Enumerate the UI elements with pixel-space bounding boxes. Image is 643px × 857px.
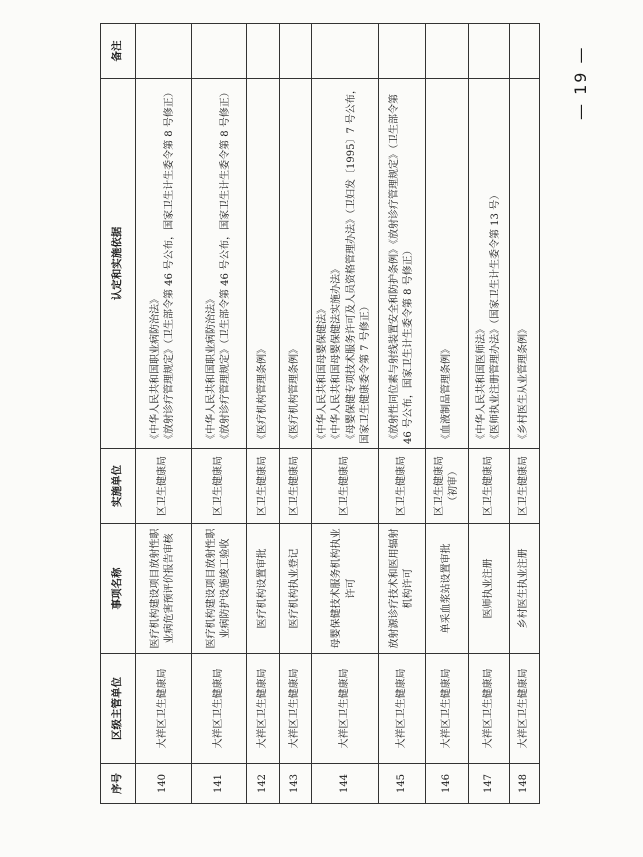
basis-line: 《医疗机构管理条例》 [288, 344, 300, 444]
basis-line: 《放射诊疗管理规定》（卫生部令第 46 号公布，国家卫生计生委令第 8 号修正） [220, 87, 232, 444]
cell-basis [469, 79, 510, 449]
cell-item: 医疗机构设置审批 [247, 524, 279, 654]
cell-item: 单采血浆站设置审批 [426, 524, 469, 654]
cell-unit: 区卫生健康局 [191, 449, 247, 524]
cell-note [136, 24, 192, 79]
header-dept: 区级主管单位 [101, 654, 136, 764]
cell-note [469, 24, 510, 79]
basis-line: 《放射性同位素与射线装置安全和防护条例》《放射诊疗管理规定》（卫生部令第 46 号公布，国家卫生计生委令第 8 号修正） [388, 94, 415, 444]
basis-line: 《中华人民共和国医师法》 [475, 324, 487, 444]
table-header-row [101, 24, 136, 804]
cell-note [247, 24, 279, 79]
rotated-table-wrapper [100, 24, 540, 804]
cell-seq: 142 [247, 764, 279, 804]
table-row [311, 24, 379, 804]
approval-items-table [100, 23, 540, 804]
cell-basis [247, 79, 279, 449]
cell-note [191, 24, 247, 79]
cell-dept: 大祥区卫生健康局 [469, 654, 510, 764]
cell-unit: 区卫生健康局 [379, 449, 426, 524]
cell-unit: 区卫生健康局 [247, 449, 279, 524]
basis-line: 《中华人民共和国母婴保健法实施办法》 [331, 264, 343, 444]
basis-line: 《医疗机构管理条例》 [256, 344, 268, 444]
cell-seq: 145 [379, 764, 426, 804]
cell-seq: 143 [279, 764, 311, 804]
cell-unit: 区卫生健康局 [279, 449, 311, 524]
cell-basis [136, 79, 192, 449]
cell-item: 母婴保健技术服务机构执业许可 [311, 524, 379, 654]
cell-seq: 146 [426, 764, 469, 804]
basis-line: 《中华人民共和国职业病防治法》 [149, 294, 161, 444]
cell-seq: 147 [469, 764, 510, 804]
cell-item: 乡村医生执业注册 [509, 524, 539, 654]
table-row [426, 24, 469, 804]
cell-item: 医疗机构建设项目放射性职业病危害预评价报告审核 [136, 524, 192, 654]
cell-note [379, 24, 426, 79]
cell-seq: 140 [136, 764, 192, 804]
table-row [247, 24, 279, 804]
cell-note [311, 24, 379, 79]
table-row [136, 24, 192, 804]
cell-seq: 148 [509, 764, 539, 804]
cell-unit: 区卫生健康局（初审） [426, 449, 469, 524]
cell-item: 医疗机构建设项目放射性职业病防护设施竣工验收 [191, 524, 247, 654]
cell-unit: 区卫生健康局 [311, 449, 379, 524]
cell-dept: 大祥区卫生健康局 [191, 654, 247, 764]
basis-line: 《母婴保健专项技术服务许可及人员资格管理办法》（卫妇发〔1995〕7 号公布，国家卫生健康委令第 7 号修正） [345, 84, 372, 444]
cell-basis [279, 79, 311, 449]
cell-dept: 大祥区卫生健康局 [426, 654, 469, 764]
cell-basis [509, 79, 539, 449]
cell-dept: 大祥区卫生健康局 [279, 654, 311, 764]
cell-item: 医疗机构执业登记 [279, 524, 311, 654]
cell-basis [426, 79, 469, 449]
cell-dept: 大祥区卫生健康局 [379, 654, 426, 764]
cell-dept: 大祥区卫生健康局 [136, 654, 192, 764]
cell-dept: 大祥区卫生健康局 [311, 654, 379, 764]
cell-basis [191, 79, 247, 449]
table-row [509, 24, 539, 804]
table-row [279, 24, 311, 804]
table-row [379, 24, 426, 804]
basis-line: 《中华人民共和国职业病防治法》 [205, 294, 217, 444]
cell-seq: 141 [191, 764, 247, 804]
header-seq: 序号 [101, 764, 136, 804]
header-note: 备注 [101, 24, 136, 79]
cell-dept: 大祥区卫生健康局 [509, 654, 539, 764]
basis-line: 《放射诊疗管理规定》（卫生部令第 46 号公布，国家卫生计生委令第 8 号修正） [164, 87, 176, 444]
cell-unit: 区卫生健康局 [509, 449, 539, 524]
cell-basis [311, 79, 379, 449]
table-row [469, 24, 510, 804]
basis-line: 《医师执业注册管理办法》（国家卫生计生委令第 13 号） [490, 189, 502, 444]
basis-line: 《血液制品管理条例》 [441, 344, 453, 444]
header-item: 事项名称 [101, 524, 136, 654]
table-row [191, 24, 247, 804]
basis-line: 《乡村医生从业管理条例》 [518, 324, 530, 444]
cell-item: 放射源诊疗技术和医用辐射机构许可 [379, 524, 426, 654]
cell-dept: 大祥区卫生健康局 [247, 654, 279, 764]
basis-line: 《中华人民共和国母婴保健法》 [316, 304, 328, 444]
cell-item: 医师执业注册 [469, 524, 510, 654]
cell-unit: 区卫生健康局 [136, 449, 192, 524]
header-unit: 实施单位 [101, 449, 136, 524]
cell-seq: 144 [311, 764, 379, 804]
cell-note [426, 24, 469, 79]
page-number: — 19 — [571, 45, 590, 121]
cell-unit: 区卫生健康局 [469, 449, 510, 524]
cell-note [509, 24, 539, 79]
cell-basis [379, 79, 426, 449]
cell-note [279, 24, 311, 79]
header-basis: 认定和实施依据 [101, 79, 136, 449]
